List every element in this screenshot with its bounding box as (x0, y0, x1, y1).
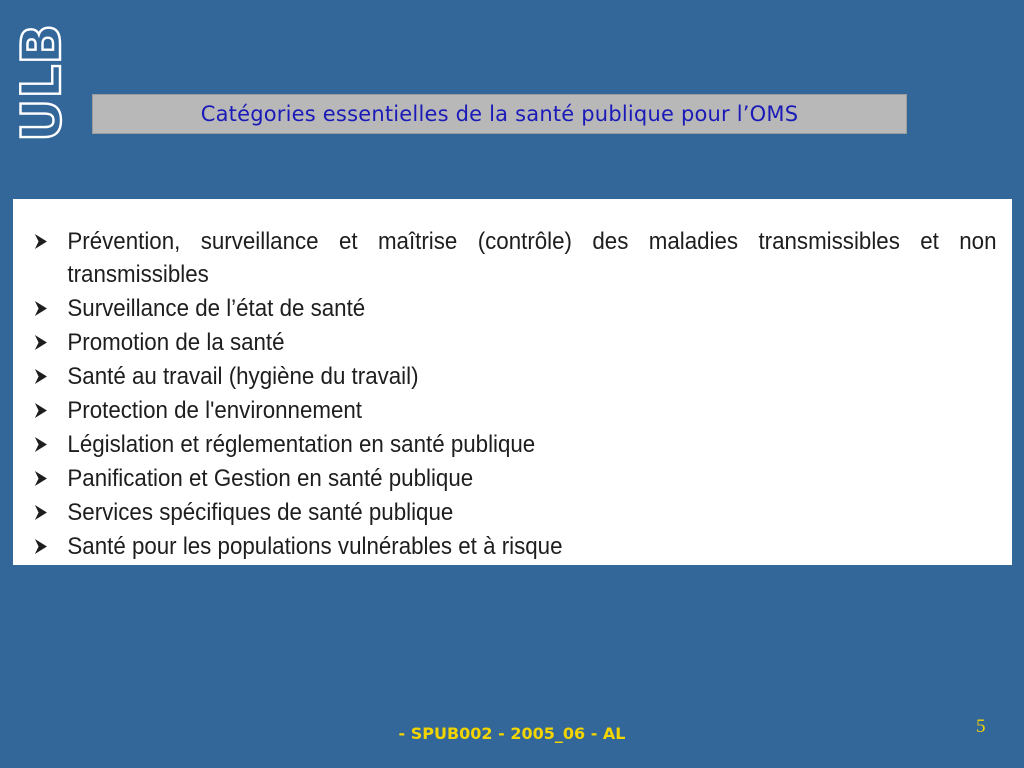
list-item (33, 428, 996, 461)
list-item (33, 496, 996, 529)
slide-title-bar (92, 94, 907, 134)
page-number: 5 (976, 716, 986, 737)
arrowhead-icon (33, 326, 67, 359)
arrowhead-icon (33, 496, 67, 529)
footer-text: - SPUB002 - 2005_06 - AL (398, 724, 626, 743)
list-item-text: Surveillance de l’état de santé (67, 295, 366, 322)
content-panel (13, 199, 1012, 565)
list-item-text: Santé pour les populations vulnérables et à risque (67, 533, 563, 560)
arrowhead-icon (33, 360, 67, 393)
ulb-logo-text: ULB (10, 22, 70, 142)
list-item (33, 292, 996, 325)
list-item-text: Législation et réglementation en santé publique (67, 431, 536, 458)
arrowhead-icon (33, 428, 67, 461)
arrowhead-icon (33, 462, 67, 495)
list-item (33, 225, 996, 291)
list-item (33, 326, 996, 359)
list-item-text: Panification et Gestion en santé publique (67, 465, 474, 492)
list-item (33, 394, 996, 427)
list-item-text: Promotion de la santé (67, 329, 285, 356)
arrowhead-icon (33, 292, 67, 325)
arrowhead-icon (33, 394, 67, 427)
list-item (33, 462, 996, 495)
list-item-text: Prévention, surveillance et maîtrise (contrôle) des maladies transmissibles et non transmissibles (67, 228, 997, 288)
arrowhead-icon (33, 530, 67, 563)
list-item-text: Services spécifiques de santé publique (67, 499, 454, 526)
list-item-text: Santé au travail (hygiène du travail) (67, 363, 419, 390)
arrowhead-icon (33, 225, 67, 258)
list-item (33, 360, 996, 393)
slide-title: Catégories essentielles de la santé publique pour l’OMS (200, 102, 799, 126)
ulb-logo-icon (10, 22, 70, 144)
list-item-text: Protection de l'environnement (67, 397, 363, 424)
list-item (33, 530, 996, 563)
bullet-list (33, 225, 997, 563)
